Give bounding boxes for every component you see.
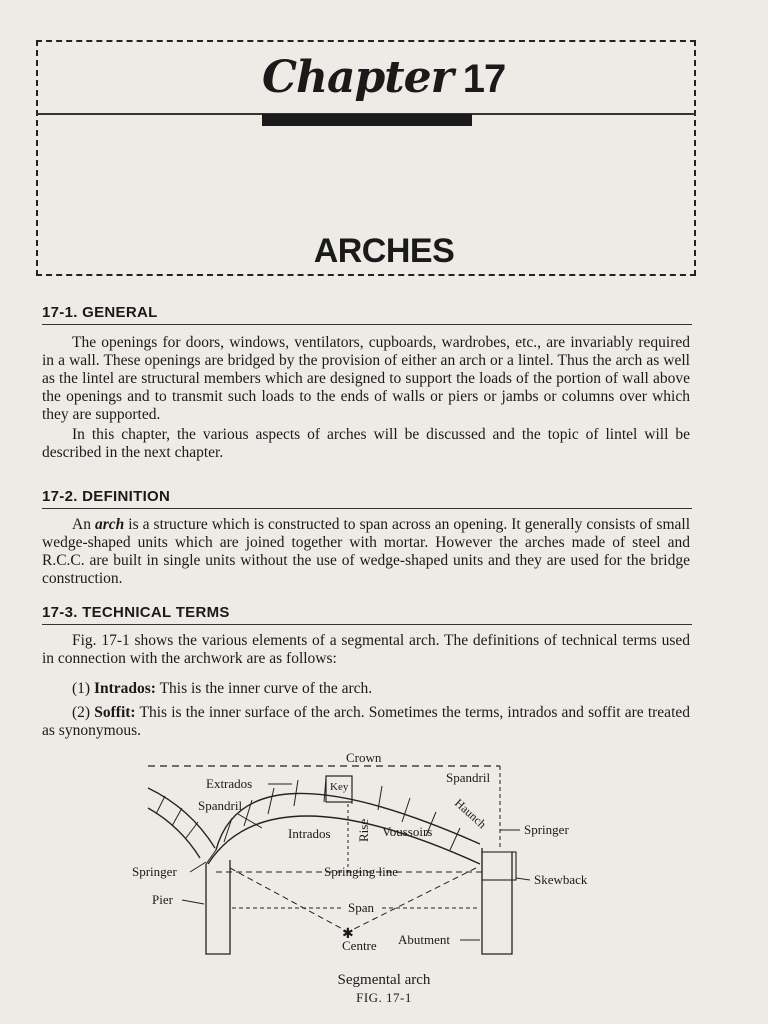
term-name: Intrados: bbox=[93, 680, 156, 697]
term-text: This is the inner surface of the arch. Sometimes the terms, intrados and soffit are treated as synonymous. bbox=[42, 704, 690, 739]
chapter-heading bbox=[262, 52, 505, 103]
technical-intro bbox=[42, 632, 690, 668]
label-key: Key bbox=[330, 781, 349, 793]
label-centre: Centre bbox=[342, 938, 377, 953]
general-paragraph-1: The openings for doors, windows, ventilators, cupboards, wardrobes, etc., are invariably required in a wall. These openings are bridged by the provision of either an arch or a lintel. Thus the arch as well as the lintel are structural members which are designed to support the loads of the portion of wall above the openings and to transmit such loads to the ends of walls or piers or jambs or columns over which they are supported. bbox=[42, 334, 690, 423]
section-heading-definition: 17-2. DEFINITION bbox=[42, 488, 171, 505]
label-skewback: Skewback bbox=[534, 872, 588, 887]
left-voussoir-joint bbox=[156, 796, 165, 814]
section-heading-technical: 17-3. TECHNICAL TERMS bbox=[42, 604, 230, 621]
label-rise: Rise bbox=[356, 818, 371, 842]
term-soffit bbox=[42, 704, 690, 740]
term-number: (2) bbox=[72, 704, 91, 721]
chapter-bar bbox=[262, 114, 472, 126]
label-spandril-left: Spandril bbox=[198, 798, 243, 813]
section-rule bbox=[42, 624, 692, 625]
label-springing-line: Springing line bbox=[324, 864, 399, 879]
general-paragraph-2: In this chapter, the various aspects of arches will be discussed and the topic of lintel will be described in the next chapter. bbox=[42, 426, 690, 461]
technical-paragraph: Fig. 17-1 shows the various elements of a segmental arch. The definitions of technical terms used in connection with the archwork are as follows: bbox=[42, 632, 690, 667]
definition-paragraph bbox=[42, 516, 690, 588]
label-spandril-right: Spandril bbox=[446, 770, 491, 785]
label-voussoirs: Voussoirs bbox=[382, 824, 433, 839]
definition-prefix: An bbox=[72, 516, 95, 533]
left-arch-intrados bbox=[148, 808, 200, 858]
label-springer-right: Springer bbox=[524, 822, 569, 837]
label-haunch: Haunch bbox=[451, 795, 490, 832]
label-abutment: Abutment bbox=[398, 932, 450, 947]
term-number: (1) bbox=[72, 680, 91, 697]
pointer-skewback bbox=[516, 878, 530, 880]
chapter-number: 17 bbox=[462, 57, 506, 101]
left-voussoir-joint bbox=[172, 808, 182, 826]
pointer-springer-left bbox=[190, 862, 206, 872]
right-pier bbox=[482, 848, 512, 954]
figure-caption-title: Segmental arch bbox=[337, 972, 431, 988]
figure-caption-number: FIG. 17-1 bbox=[356, 990, 412, 1005]
left-springer-line bbox=[206, 850, 216, 864]
section-rule bbox=[42, 324, 692, 325]
label-span: Span bbox=[348, 900, 374, 915]
term-intrados bbox=[42, 680, 690, 698]
label-intrados: Intrados bbox=[288, 826, 331, 841]
pointer-spandril-left bbox=[238, 814, 262, 828]
term-name: Soffit: bbox=[94, 704, 136, 721]
label-crown: Crown bbox=[346, 750, 382, 765]
skewback-block bbox=[482, 852, 516, 880]
pointer-pier bbox=[182, 900, 204, 904]
definition-text bbox=[42, 516, 690, 588]
label-extrados: Extrados bbox=[206, 776, 253, 791]
section-heading-general: 17-1. GENERAL bbox=[42, 304, 158, 321]
arch-intrados bbox=[208, 816, 480, 864]
centre-mark: ✱ bbox=[342, 927, 354, 942]
definition-rest: is a structure which is constructed to span across an opening. It generally consists of small wedge-shaped units which are joined together with mortar. However the arches made of steel and R.C.C. are built in single units without the use of wedge-shaped units and they are used for the bridge construction. bbox=[42, 516, 690, 587]
general-text bbox=[42, 334, 690, 462]
label-springer-left: Springer bbox=[132, 864, 177, 879]
label-pier: Pier bbox=[152, 892, 173, 907]
term-text: This is the inner curve of the arch. bbox=[155, 680, 373, 697]
chapter-title: ARCHES bbox=[313, 232, 455, 270]
left-pier bbox=[206, 860, 230, 954]
definition-term: arch bbox=[94, 516, 125, 533]
chapter-label: Chapter bbox=[262, 52, 453, 103]
segmental-arch-diagram bbox=[120, 748, 600, 1008]
left-arch-extrados bbox=[148, 788, 215, 848]
section-rule bbox=[42, 508, 692, 509]
left-voussoir-joint bbox=[186, 822, 198, 838]
